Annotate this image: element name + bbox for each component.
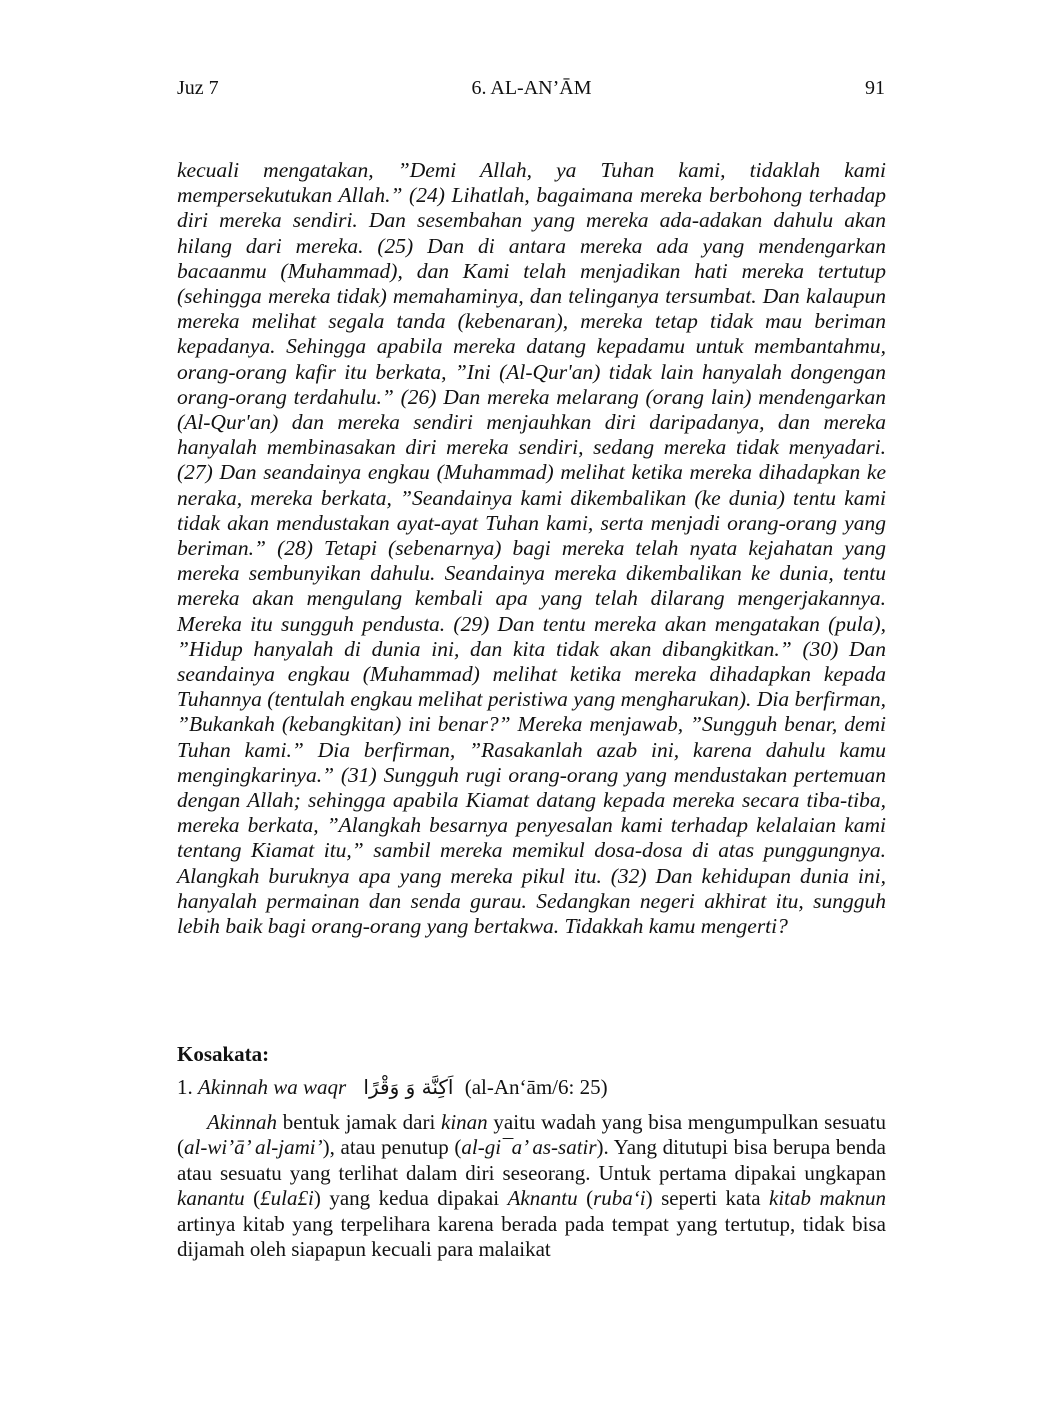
term-akinnah: Akinnah (207, 1110, 277, 1134)
term-rubai: ruba‘i (593, 1186, 646, 1211)
explanation-text: bentuk jamak dari (276, 1110, 442, 1134)
page-number: 91 (865, 77, 885, 99)
verse-translation-block (177, 158, 886, 939)
entry-arabic-text: اَكِنَّة وَ وَقْرًا (363, 1075, 454, 1099)
term-sulasi: £ula£i (260, 1186, 314, 1211)
explanation-text: ), atau penutup ( (322, 1135, 462, 1160)
explanation-text: ( (577, 1186, 594, 1211)
vocabulary-heading: Kosakata: (177, 1042, 270, 1066)
vocabulary-explanation (177, 1110, 886, 1262)
term-al-wia-al-jami: al-wi’ā’ al-jami’ (184, 1135, 323, 1160)
entry-number: 1. (177, 1075, 193, 1099)
explanation-paragraph (177, 1110, 886, 1262)
entry-term: Akinnah wa waqr (198, 1075, 347, 1099)
term-kitab-maknun: kitab maknun (769, 1186, 886, 1211)
verse-translation-text: kecuali mengatakan, ”Demi Allah, ya Tuhan kami, tidaklah kami mempersekutukan Allah.” (24) Lihatlah, bagaimana mereka berbohong terhadap diri mereka sendiri. Dan sesembahan yang mereka ada-adakan dahulu akan hilang dari mereka. (25) Dan di antara mereka ada yang mendengarkan bacaanmu (Muhammad), dan Kami telah menjadikan hati mereka tertutup (sehingga mereka tidak) memahaminya, dan telinganya tersumbat. Dan kalaupun mereka melihat segala tanda (kebenaran), mereka tetap tidak mau beriman kepadanya. Sehingga apabila mereka datang kepadamu untuk membantahmu, orang-orang kafir itu berkata, ”Ini (Al-Qur'an) tidak lain hanyalah dongengan orang-orang terdahulu.” (26) Dan mereka melarang (orang lain) mendengarkan (Al-Qur'an) dan mereka sendiri menjauhkan diri daripadanya, dan mereka hanyalah membinasakan diri mereka sendiri, sedang mereka tidak menyadari. (27) Dan seandainya engkau (Muhammad) melihat ketika mereka dihadapkan ke neraka, mereka berkata, ”Seandainya kami dikembalikan (ke dunia) tentu kami tidak akan mendustakan ayat-ayat Tuhan kami, serta menjadi orang-orang yang beriman.” (28) Tetapi (sebenarnya) bagi mereka telah nyata kejahatan yang mereka sembunyikan dahulu. Seandainya mereka dikembalikan ke dunia, tentu mereka akan mengulang kembali apa yang telah dilarang mengerjakannya. Mereka itu sungguh pendusta. (29) Dan tentu mereka akan mengatakan (pula), ”Hidup hanyalah di dunia ini, dan kita tidak akan dibangkitkan.” (30) Dan seandainya engkau (Muhammad) melihat ketika mereka dihadapkan kepada Tuhannya (tentulah engkau melihat peristiwa yang mengharukan). Dia berfirman, ”Bukankah (kebangkitan) ini benar?” Mereka menjawab, ”Sungguh benar, demi Tuhan kami.” Dia berfirman, ”Rasakanlah azab ini, karena dahulu kamu mengingkarinya.” (31) Sungguh rugi orang-orang yang mendustakan pertemuan dengan Allah; sehingga apabila Kiamat datang kepada mereka secara tiba-tiba, mereka berkata, ”Alangkah besarnya penyesalan kami terhadap kelalaian kami tentang Kiamat itu,” sambil mereka memikul dosa-dosa di atas punggungnya. Alangkah buruknya apa yang mereka pikul itu. (32) Dan kehidupan dunia ini, hanyalah permainan dan senda gurau. Sedangkan negeri akhirat itu, sungguh lebih baik bagi orang-orang yang bertakwa. Tidakkah kamu mengerti? (177, 158, 886, 939)
vocabulary-entry (177, 1074, 886, 1100)
explanation-text: ) yang kedua dipakai (313, 1186, 508, 1211)
term-kinan: kinan (441, 1110, 488, 1134)
explanation-text: ( (244, 1186, 261, 1211)
explanation-text: yaitu wadah yang bisa mengumpulkan sesuatu ( (177, 1110, 886, 1160)
explanation-text: ) seperti kata (645, 1186, 770, 1211)
running-header-juz: Juz 7 (177, 77, 219, 99)
explanation-text: artinya kitab yang terpelihara karena berada pada tempat yang tertutup, tidak bisa dijamah oleh siapapun kecuali para malaikat (177, 1211, 886, 1262)
explanation-text: ). Yang ditutupi bisa berupa benda atau sesuatu yang terlihat dalam diri seseorang. Untuk pertama dipakai ungkapan (177, 1135, 887, 1185)
term-aknantu: Aknantu (507, 1186, 578, 1211)
term-al-gia-as-satir: al-gi¯a’ as-satir (461, 1135, 597, 1160)
entry-reference: (al-An‘ām/6: 25) (464, 1075, 608, 1099)
term-kanantu: kanantu (177, 1186, 245, 1211)
running-header-surah: 6. AL-AN’ĀM (471, 77, 592, 99)
